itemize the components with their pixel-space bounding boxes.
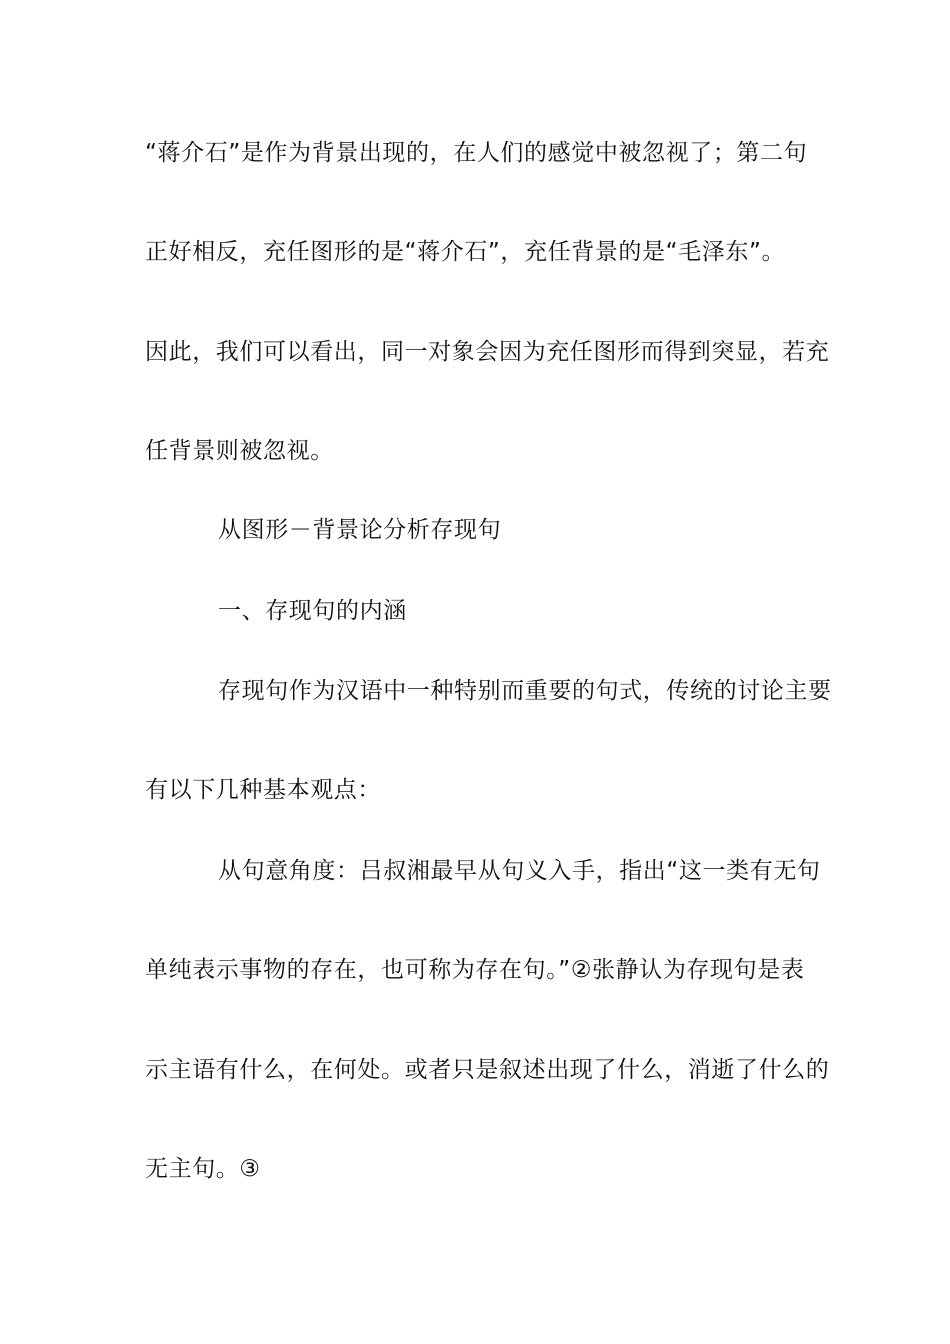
- paragraph-4-line-3: 示主语有什么，在何处。或者只是叙述出现了什么，消逝了什么的: [145, 1057, 830, 1083]
- paragraph-4-line-2: 单纯表示事物的存在，也可称为存在句。”②张静认为存现句是表: [145, 957, 805, 983]
- paragraph-1-line-3: 因此，我们可以看出，同一对象会因为充任图形而得到突显，若充: [145, 339, 830, 365]
- paragraph-3-line-2: 有以下几种基本观点：: [145, 777, 381, 803]
- paragraph-4-line-1: 从句意角度：吕叔湘最早从句义入手，指出“这一类有无句: [218, 858, 821, 884]
- paragraph-1-line-4: 任背景则被忽视。: [145, 438, 334, 464]
- paragraph-1-line-2: 正好相反，充任图形的是“蒋介石”，充任背景的是“毛泽东”。: [145, 239, 786, 265]
- paragraph-3-line-1: 存现句作为汉语中一种特别而重要的句式，传统的讨论主要: [218, 678, 832, 704]
- subsection-heading: 一、存现句的内涵: [218, 598, 407, 624]
- paragraph-1-line-1: “蒋介石”是作为背景出现的，在人们的感觉中被忽视了；第二句: [145, 140, 808, 166]
- paragraph-4-line-4: 无主句。③: [145, 1156, 261, 1182]
- section-title: 从图形－背景论分析存现句: [218, 517, 502, 543]
